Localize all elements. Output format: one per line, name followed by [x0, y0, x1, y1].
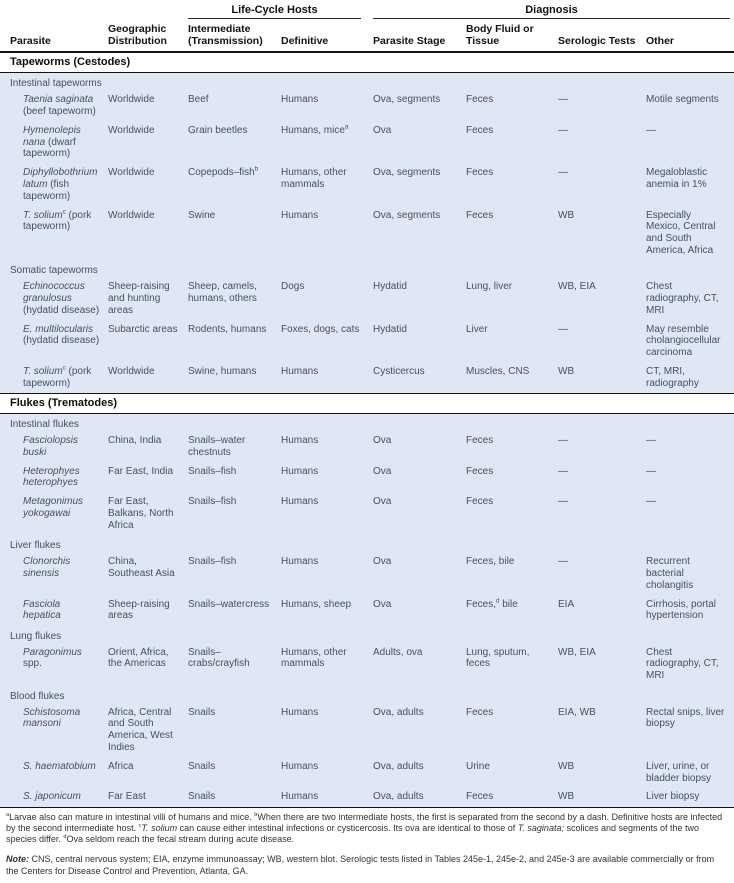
- cell-intermediate-transmission-host: Copepods–fish$^b$: [188, 165, 259, 179]
- cell-parasite: Hymenolepis nana (dwarf tapeworm): [23, 124, 81, 160]
- cell-definitive-host: Humans: [281, 94, 319, 106]
- cell-geographic-distribution: Orient, Africa, the Americas: [108, 646, 169, 670]
- cell-parasite: Fasciola hepatica: [23, 598, 61, 622]
- cell-other: Motile segments: [646, 94, 719, 106]
- column-header-parasite-stage: Parasite Stage: [373, 35, 446, 48]
- cell-intermediate-transmission-host: Snails–water chestnuts: [188, 435, 246, 458]
- cell-serologic-tests: WB, EIA: [558, 281, 596, 293]
- cell-parasite: T. solium$^c$ (pork tapeworm): [23, 208, 92, 233]
- cell-serologic-tests: —: [558, 124, 568, 136]
- group-label: Intestinal tapeworms: [10, 78, 102, 90]
- table-note: Note: CNS, central nervous system; EIA, enzyme immunoassay; WB, western blot. Serologic tests listed in Tables 245e-1, 245e-2, and 245e-3 are available commercially or from the Centers for Disease Control and Prevention, Atlanta, GA.: [6, 854, 715, 876]
- cell-intermediate-transmission-host: Rodents, humans: [188, 323, 267, 335]
- footnote-text: $^a$Larvae also can mature in intestinal villi of humans and mice. $^b$When there are two intermediate hosts, the first is separated from the second by a dash. Definitive hosts are infected by the second intermediate host. $^c$T. solium can cause either intestinal infections or cysticercosis. Its ova are identical to those of T. saginata; scolices and segments of the two species differ. $^d$Ova seldom reach the fecal stream during acute disease.: [6, 811, 723, 845]
- cell-definitive-host: Humans, other mammals: [281, 646, 347, 670]
- cell-geographic-distribution: Worldwide: [108, 124, 155, 136]
- header-group-lifecycle-hosts: [188, 4, 361, 19]
- cell-intermediate-transmission-host: Snails–fish: [188, 496, 237, 508]
- cell-parasite: T. solium$^c$ (pork tapeworm): [23, 364, 92, 389]
- cell-definitive-host: Humans: [281, 791, 319, 803]
- table-header: [0, 0, 734, 53]
- cell-parasite-stage: Ova, segments: [373, 94, 441, 106]
- cell-parasite: S. haematobium: [23, 760, 96, 772]
- cell-intermediate-transmission-host: Snails–crabs/crayfish: [188, 646, 250, 670]
- cell-other: May resemble cholangiocellular carcinoma: [646, 323, 721, 359]
- section-header: Tapeworms (Cestodes): [0, 53, 734, 73]
- cell-serologic-tests: —: [558, 465, 568, 477]
- cell-intermediate-transmission-host: Swine: [188, 209, 216, 221]
- cell-geographic-distribution: Sheep-raising and hunting areas: [108, 281, 170, 316]
- cell-parasite-stage: Ova, segments: [373, 167, 441, 179]
- cell-definitive-host: Humans: [281, 435, 319, 447]
- cell-parasite-stage: Adults, ova: [373, 646, 423, 658]
- cell-serologic-tests: WB: [558, 365, 575, 377]
- cell-parasite-stage: Ova: [373, 435, 392, 447]
- cell-geographic-distribution: Far East, Balkans, North Africa: [108, 496, 174, 531]
- cell-geographic-distribution: Africa: [108, 760, 134, 772]
- cell-parasite: Fasciolopsis buski: [23, 435, 79, 458]
- group-label: Lung flukes: [10, 630, 62, 642]
- header-group-label: Life-Cycle Hosts: [231, 4, 318, 16]
- cell-intermediate-transmission-host: Sheep, camels, humans, others: [188, 281, 257, 304]
- cell-intermediate-transmission-host: Snails: [188, 760, 216, 772]
- cell-parasite-stage: Cysticercus: [373, 365, 425, 377]
- cell-body-fluid-or-tissue: Feces: [466, 465, 494, 477]
- cell-other: —: [646, 465, 656, 477]
- cell-other: Chest radiography, CT, MRI: [646, 646, 719, 682]
- cell-parasite: Paragonimus spp.: [23, 646, 82, 670]
- cell-body-fluid-or-tissue: Feces: [466, 124, 494, 136]
- cell-definitive-host: Humans: [281, 706, 319, 718]
- cell-geographic-distribution: Worldwide: [108, 94, 155, 106]
- cell-serologic-tests: EIA, WB: [558, 706, 596, 718]
- cell-parasite: Heterophyes heterophyes: [23, 465, 80, 489]
- cell-parasite: Diphyllobothrium latum (fish tapeworm): [23, 167, 98, 202]
- cell-geographic-distribution: Worldwide: [108, 365, 155, 377]
- cell-parasite-stage: Hydatid: [373, 281, 407, 293]
- cell-parasite: Metagonimus yokogawai: [23, 496, 84, 520]
- cell-other: Recurrent bacterial cholangitis: [646, 556, 694, 591]
- cell-other: Rectal snips, liver biopsy: [646, 706, 725, 730]
- cell-body-fluid-or-tissue: Feces: [466, 94, 494, 106]
- cell-serologic-tests: WB: [558, 209, 575, 221]
- cell-definitive-host: Humans: [281, 760, 319, 772]
- cell-parasite-stage: Ova: [373, 556, 392, 568]
- cell-body-fluid-or-tissue: Feces: [466, 791, 494, 803]
- cell-intermediate-transmission-host: Snails–watercress: [188, 598, 270, 610]
- cell-serologic-tests: —: [558, 496, 568, 508]
- table-row: [0, 493, 734, 535]
- cell-parasite-stage: Ova: [373, 124, 392, 136]
- cell-other: —: [646, 124, 656, 136]
- cell-intermediate-transmission-host: Snails–fish: [188, 465, 237, 477]
- column-header-definitive: Definitive: [281, 35, 329, 48]
- cell-definitive-host: Foxes, dogs, cats: [281, 323, 360, 335]
- table-row: [0, 703, 734, 757]
- table-body: [0, 53, 734, 807]
- column-header-body-fluid-or-tissue: Body Fluid or Tissue: [466, 23, 534, 48]
- cell-body-fluid-or-tissue: Feces: [466, 209, 494, 221]
- header-group-label: Diagnosis: [525, 4, 578, 16]
- cell-geographic-distribution: Worldwide: [108, 209, 155, 221]
- cell-parasite: Clonorchis sinensis: [23, 556, 71, 579]
- cell-body-fluid-or-tissue: Feces, bile: [466, 556, 515, 568]
- table-row: [0, 432, 734, 463]
- cell-definitive-host: Humans: [281, 556, 319, 568]
- table-row: [0, 320, 734, 362]
- cell-intermediate-transmission-host: Grain beetles: [188, 124, 248, 136]
- cell-other: —: [646, 496, 656, 508]
- cell-geographic-distribution: China, Southeast Asia: [108, 556, 175, 579]
- cell-geographic-distribution: Subarctic areas: [108, 323, 178, 335]
- cell-other: Megaloblastic anemia in 1%: [646, 167, 708, 190]
- cell-geographic-distribution: Sheep-raising areas: [108, 598, 170, 622]
- table-row: [0, 788, 734, 807]
- cell-other: Chest radiography, CT, MRI: [646, 281, 719, 316]
- table-row: [0, 643, 734, 685]
- cell-parasite-stage: Ova: [373, 465, 392, 477]
- table-row: [0, 462, 734, 493]
- cell-geographic-distribution: Far East, India: [108, 465, 174, 477]
- cell-definitive-host: Humans: [281, 465, 319, 477]
- table-row: [0, 553, 734, 595]
- cell-serologic-tests: —: [558, 323, 568, 335]
- cell-definitive-host: Humans: [281, 365, 319, 377]
- cell-body-fluid-or-tissue: Feces: [466, 167, 494, 179]
- group-label: Intestinal flukes: [10, 419, 79, 431]
- cell-other: Liver biopsy: [646, 791, 700, 803]
- cell-definitive-host: Humans: [281, 496, 319, 508]
- cell-intermediate-transmission-host: Beef: [188, 94, 209, 106]
- cell-parasite: S. japonicum: [23, 791, 81, 803]
- cell-parasite-stage: Hydatid: [373, 323, 407, 335]
- cell-parasite: Echinococcus granulosus (hydatid disease): [23, 281, 100, 316]
- cell-geographic-distribution: Far East: [108, 791, 146, 803]
- table-footnotes: [0, 808, 734, 883]
- cell-other: Especially Mexico, Central and South America, Africa: [646, 209, 716, 256]
- header-group-diagnosis: [373, 4, 730, 19]
- cell-parasite: Schistosoma mansoni: [23, 706, 81, 730]
- cell-definitive-host: Humans: [281, 209, 319, 221]
- column-header-geographic-distribution: Geographic Distribution: [108, 23, 167, 48]
- cell-parasite-stage: Ova, adults: [373, 791, 424, 803]
- cell-parasite-stage: Ova: [373, 496, 392, 508]
- cell-other: —: [646, 435, 656, 447]
- cell-other: Cirrhosis, portal hypertension: [646, 598, 717, 622]
- group-label: Blood flukes: [10, 690, 65, 702]
- column-header-intermediate-transmission: Intermediate (Transmission): [188, 23, 263, 48]
- table-row: [0, 362, 734, 393]
- cell-body-fluid-or-tissue: Feces: [466, 496, 494, 508]
- cell-parasite: E. multilocularis (hydatid disease): [23, 323, 100, 347]
- cell-intermediate-transmission-host: Swine, humans: [188, 365, 257, 377]
- cell-geographic-distribution: Worldwide: [108, 167, 155, 179]
- cell-intermediate-transmission-host: Snails: [188, 706, 216, 718]
- group-label: Somatic tapeworms: [10, 265, 98, 277]
- cell-definitive-host: Humans, sheep: [281, 598, 352, 610]
- cell-parasite: Taenia saginata (beef tapeworm): [23, 94, 96, 117]
- cell-body-fluid-or-tissue: Lung, liver: [466, 281, 513, 293]
- cell-geographic-distribution: China, India: [108, 435, 162, 447]
- cell-other: Liver, urine, or bladder biopsy: [646, 760, 712, 784]
- cell-serologic-tests: —: [558, 435, 568, 447]
- cell-serologic-tests: EIA: [558, 598, 575, 610]
- table-row: [0, 278, 734, 320]
- cell-body-fluid-or-tissue: Urine: [466, 760, 490, 772]
- column-header-serologic-tests: Serologic Tests: [558, 35, 636, 48]
- cell-body-fluid-or-tissue: Lung, sputum, feces: [466, 646, 530, 670]
- cell-parasite-stage: Ova, adults: [373, 760, 424, 772]
- cell-intermediate-transmission-host: Snails: [188, 791, 216, 803]
- table-row: [0, 121, 734, 163]
- section-header: Flukes (Trematodes): [0, 393, 734, 414]
- cell-body-fluid-or-tissue: Muscles, CNS: [466, 365, 530, 377]
- table-row: [0, 595, 734, 626]
- cell-body-fluid-or-tissue: Feces: [466, 706, 494, 718]
- table-row: [0, 91, 734, 122]
- cell-serologic-tests: WB: [558, 791, 575, 803]
- cell-body-fluid-or-tissue: Feces: [466, 435, 494, 447]
- cell-body-fluid-or-tissue: Feces,$^d$ bile: [466, 597, 518, 610]
- cell-serologic-tests: —: [558, 167, 568, 179]
- cell-serologic-tests: —: [558, 556, 568, 568]
- column-header-other: Other: [646, 35, 675, 48]
- cell-other: CT, MRI, radiography: [646, 365, 699, 389]
- cell-geographic-distribution: Africa, Central and South America, West Indies: [108, 706, 173, 753]
- column-header-parasite: Parasite: [10, 35, 51, 48]
- cell-serologic-tests: —: [558, 94, 568, 106]
- table-row: [0, 164, 734, 206]
- cell-serologic-tests: WB, EIA: [558, 646, 596, 658]
- cell-intermediate-transmission-host: Snails–fish: [188, 556, 237, 568]
- cell-parasite-stage: Ova, adults: [373, 706, 424, 718]
- cell-serologic-tests: WB: [558, 760, 575, 772]
- cell-parasite-stage: Ova: [373, 598, 392, 610]
- cell-definitive-host: Humans, other mammals: [281, 167, 347, 190]
- table-row: [0, 206, 734, 260]
- cell-parasite-stage: Ova, segments: [373, 209, 441, 221]
- cell-body-fluid-or-tissue: Liver: [466, 323, 488, 335]
- group-label: Liver flukes: [10, 540, 61, 552]
- cell-definitive-host: Dogs: [281, 281, 305, 293]
- table-row: [0, 757, 734, 788]
- cell-definitive-host: Humans, mice$^a$: [281, 123, 349, 136]
